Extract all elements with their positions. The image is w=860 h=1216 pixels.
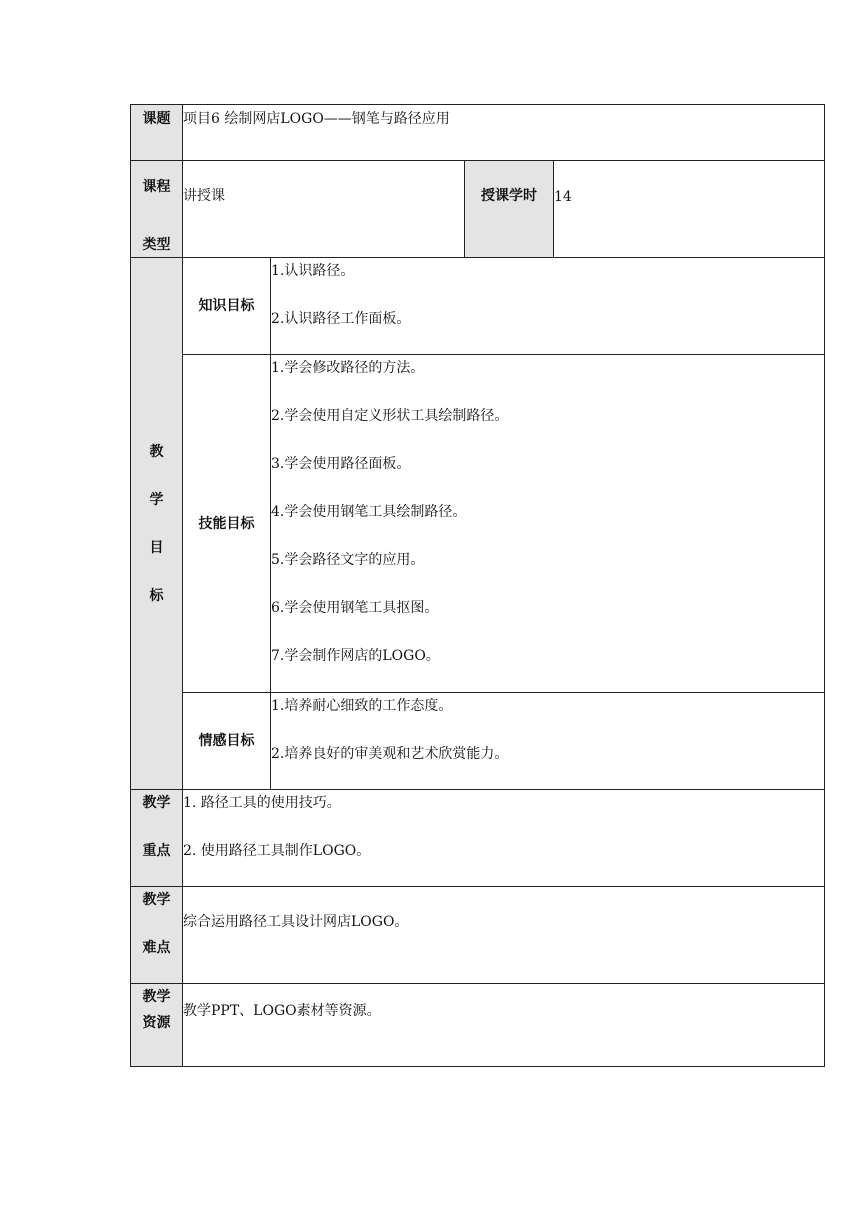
resources-label-line1: 教学 (142, 989, 171, 1005)
knowledge-goal-row (131, 258, 825, 355)
course-type-label-line1: 课程 (142, 179, 171, 195)
course-type-value: 讲授课 (183, 161, 465, 258)
resources-label-line2: 资源 (142, 1015, 171, 1031)
goals-label-char-3: 目 (149, 539, 164, 556)
goals-label-char-1: 教 (149, 443, 164, 460)
key-point-item: 1. 路径工具的使用技巧。 (183, 795, 341, 811)
key-points-label (131, 790, 183, 887)
skill-goal-item: 4.学会使用钢笔工具绘制路径。 (271, 504, 467, 520)
skill-goal-list (271, 355, 825, 693)
key-point-item: 2. 使用路径工具制作LOGO。 (183, 843, 371, 859)
goals-label-char-4: 标 (149, 587, 164, 604)
resources-label (131, 984, 183, 1067)
skill-goal-item: 2.学会使用自定义形状工具绘制路径。 (271, 408, 509, 424)
emotion-goal-label: 情感目标 (183, 693, 271, 790)
difficulties-row (131, 887, 825, 984)
hours-value: 14 (554, 161, 825, 258)
skill-goal-item: 3.学会使用路径面板。 (271, 456, 411, 472)
knowledge-goal-item: 2.认识路径工作面板。 (271, 311, 411, 327)
difficulties-value: 综合运用路径工具设计网店LOGO。 (183, 887, 825, 984)
key-points-list (183, 790, 825, 887)
emotion-goal-item: 2.培养良好的审美观和艺术欣赏能力。 (271, 746, 509, 762)
skill-goal-item: 1.学会修改路径的方法。 (271, 360, 425, 376)
skill-goal-item: 7.学会制作网店的LOGO。 (271, 648, 440, 664)
emotion-goal-row (131, 693, 825, 790)
hours-label: 授课学时 (465, 161, 554, 258)
skill-goal-row (131, 355, 825, 693)
goals-label-char-2: 学 (149, 491, 164, 508)
knowledge-goal-list (271, 258, 825, 355)
topic-row (131, 105, 825, 161)
skill-goal-label: 技能目标 (183, 355, 271, 693)
resources-row (131, 984, 825, 1067)
topic-label: 课题 (131, 105, 183, 161)
goals-label (131, 258, 183, 790)
resources-value: 教学PPT、LOGO素材等资源。 (183, 984, 825, 1067)
skill-goal-item: 5.学会路径文字的应用。 (271, 552, 425, 568)
difficulties-label-line1: 教学 (142, 892, 171, 908)
topic-value: 项目6 绘制网店LOGO——钢笔与路径应用 (183, 105, 825, 161)
emotion-goal-list (271, 693, 825, 790)
lesson-plan-table (130, 104, 825, 1067)
course-type-label (131, 161, 183, 258)
emotion-goal-item: 1.培养耐心细致的工作态度。 (271, 698, 453, 714)
course-type-label-line2: 类型 (142, 237, 171, 253)
difficulties-label (131, 887, 183, 984)
key-points-label-line2: 重点 (142, 843, 171, 859)
knowledge-goal-label: 知识目标 (183, 258, 271, 355)
course-type-row (131, 161, 825, 258)
knowledge-goal-item: 1.认识路径。 (271, 263, 355, 279)
key-points-row (131, 790, 825, 887)
skill-goal-item: 6.学会使用钢笔工具抠图。 (271, 600, 439, 616)
key-points-label-line1: 教学 (142, 795, 171, 811)
difficulties-label-line2: 难点 (142, 940, 171, 956)
